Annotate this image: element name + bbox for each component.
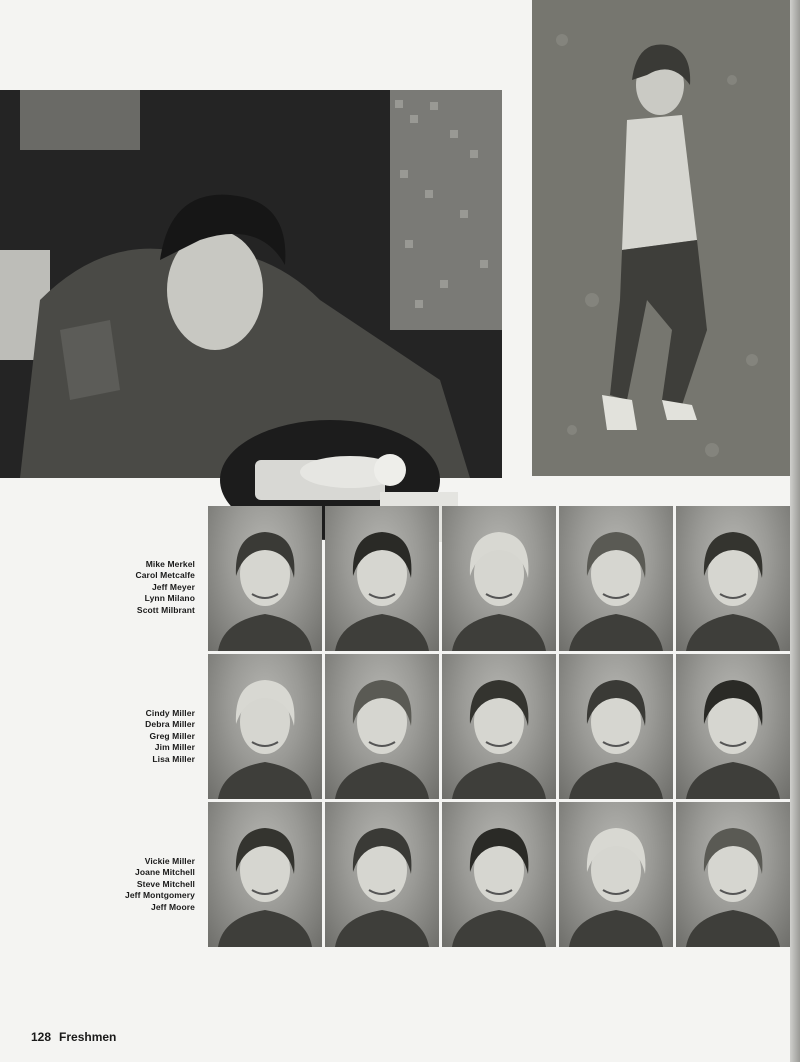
running-photo-art: [532, 0, 790, 476]
student-portrait: [208, 506, 322, 651]
student-name: Debra Miller: [145, 719, 195, 730]
student-name: Jeff Moore: [151, 901, 195, 912]
portrait-row: [208, 506, 790, 651]
student-portrait: [559, 802, 673, 947]
page-footer: [31, 1030, 124, 1044]
student-name: Jeff Montgomery: [125, 890, 195, 901]
portrait-row: [208, 802, 790, 947]
student-portrait: [442, 654, 556, 799]
student-portrait: [559, 506, 673, 651]
student-name: Jeff Meyer: [151, 581, 195, 592]
student-name: Carol Metcalfe: [135, 570, 195, 581]
student-name: Jim Miller: [154, 742, 195, 753]
student-name: Greg Miller: [149, 730, 195, 741]
student-portrait: [325, 654, 439, 799]
student-portrait: [442, 506, 556, 651]
student-portrait: [559, 654, 673, 799]
student-name: Lisa Miller: [152, 753, 195, 764]
student-portrait: [442, 802, 556, 947]
name-list-row-1: [45, 559, 195, 616]
student-portrait: [676, 654, 790, 799]
student-name: Vickie Miller: [144, 856, 195, 866]
student-name: Steve Mitchell: [136, 878, 195, 889]
student-name: Cindy Miller: [145, 708, 195, 718]
student-portrait: [676, 802, 790, 947]
portrait-row: [208, 654, 790, 799]
name-list-row-3: [45, 856, 195, 913]
portrait-grid: [208, 506, 790, 950]
student-name: Scott Milbrant: [136, 604, 195, 615]
student-name: Mike Merkel: [145, 559, 195, 569]
page-edge: [790, 0, 800, 1062]
lunch-photo: [0, 90, 502, 478]
student-portrait: [325, 506, 439, 651]
student-name: Joane Mitchell: [135, 867, 195, 878]
student-name: Lynn Milano: [144, 593, 195, 604]
section-title: Freshmen: [59, 1030, 117, 1044]
student-portrait: [208, 654, 322, 799]
lunch-photo-art: [0, 90, 502, 478]
student-portrait: [676, 506, 790, 651]
page-number: 128: [31, 1030, 52, 1044]
student-portrait: [325, 802, 439, 947]
running-photo: [532, 0, 790, 476]
name-list-row-2: [45, 708, 195, 765]
student-portrait: [208, 802, 322, 947]
